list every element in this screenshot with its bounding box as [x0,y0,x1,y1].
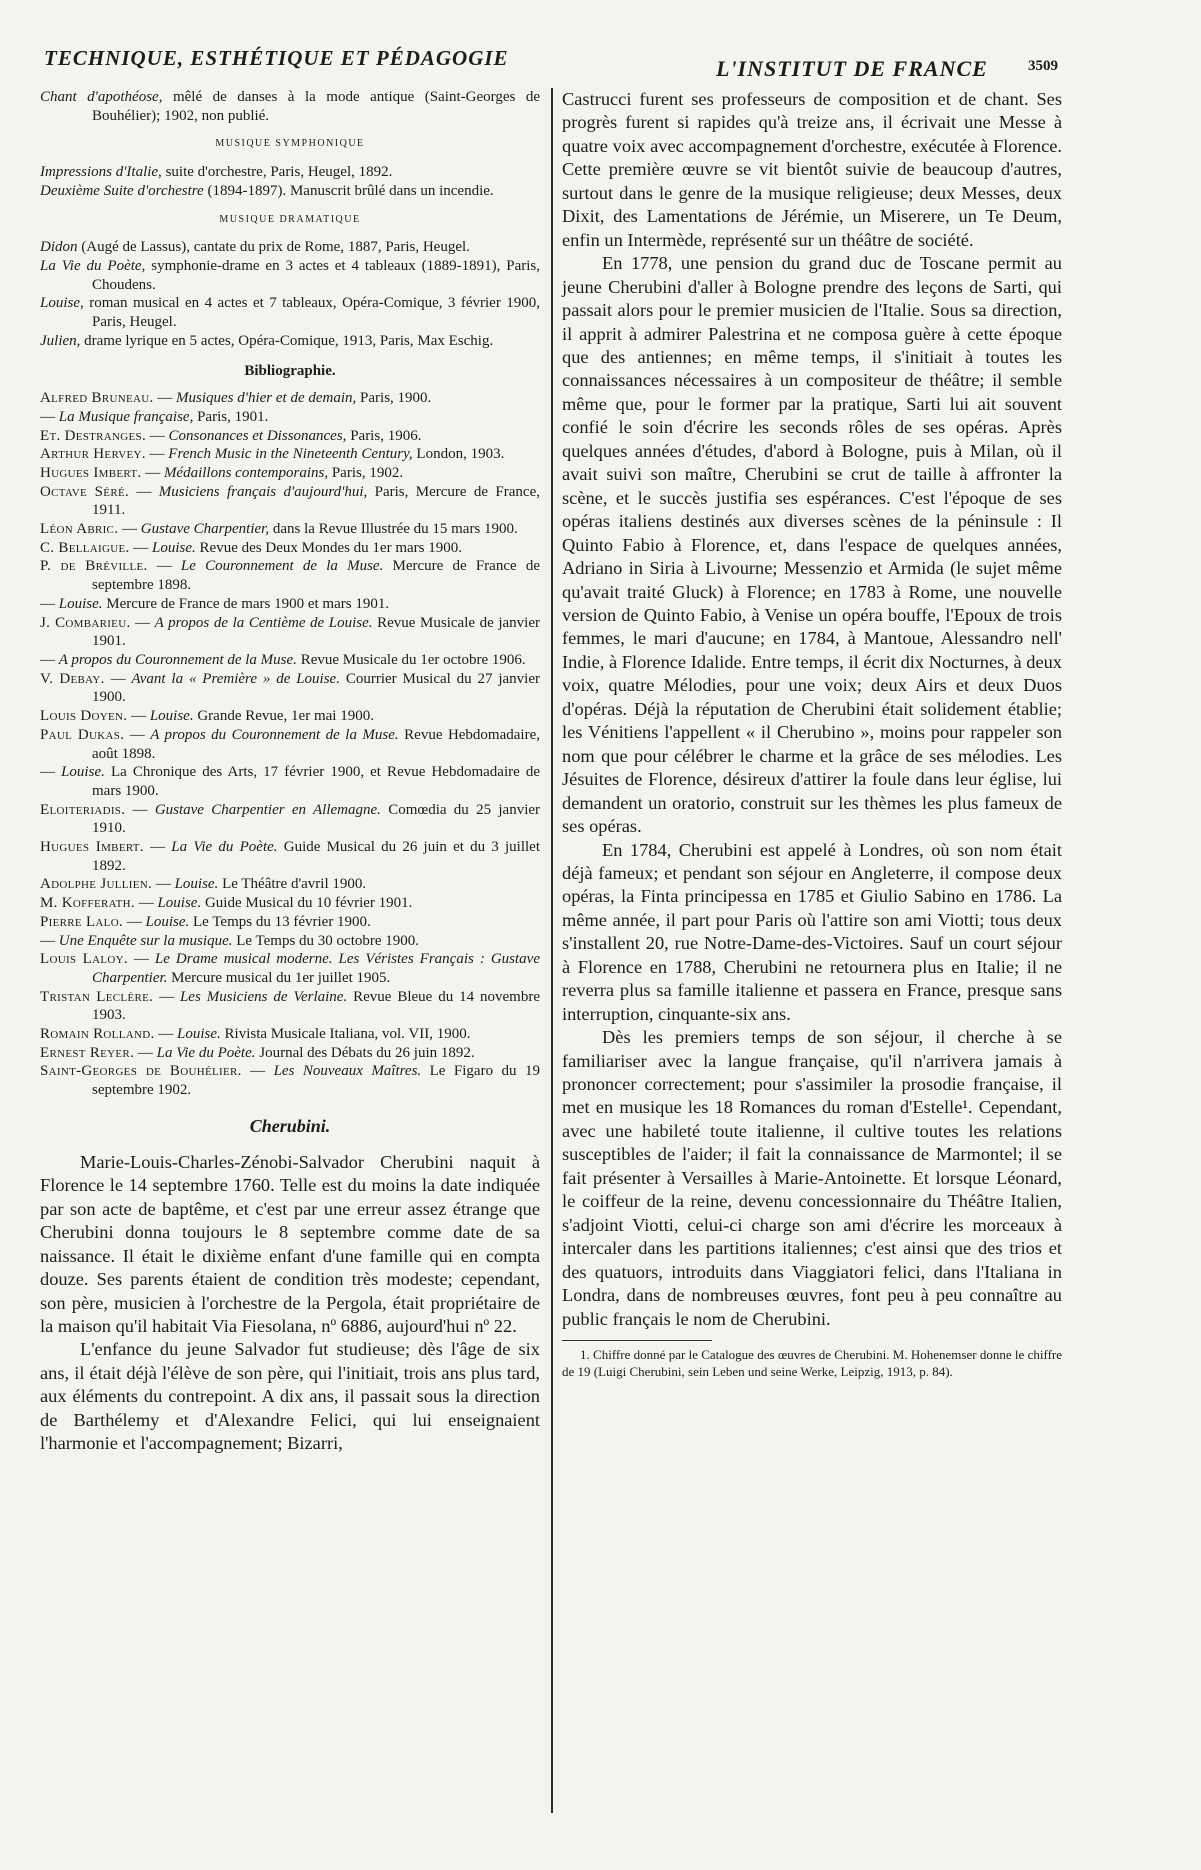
body-paragraph: Castrucci furent ses professeurs de composition et de chant. Ses progrès furent si rapides qu'à treize ans, il écrivait une Messe à quatre voix avec accompagnement d'orchestre, exécutée à Florence. Cette première œuvre se vit bientôt suivie de beaucoup d'autres, surtout dans le genre de la musique religieuse; deux Messes, deux Dixit, des Lamentations de Jérémie, un Miserere, un Te Deum, enfin un Intermède, représenté sur un théâtre de société. [562,89,1062,250]
work-entry: La Vie du Poète, symphonie-drame en 3 actes et 4 tableaux (1889-1891), Paris, Choudens. [40,257,540,293]
bibliography-entry: Léon Abric. — Gustave Charpentier, dans la Revue Illustrée du 15 mars 1900. [40,521,518,538]
running-header [44,46,1064,81]
bibliography-entry: Hugues Imbert. — Médaillons contemporains, Paris, 1902. [40,464,404,481]
work-entry: Impressions d'Italie, suite d'orchestre, Paris, Heugel, 1892. [40,164,393,181]
bibliography-entry: M. Kofferath. — Louise. Guide Musical du 10 février 1901. [40,895,413,912]
works-list [40,88,540,1100]
bibliography-entry: — La Musique française, Paris, 1901. [40,408,269,425]
bibliography-entry: V. Debay. — Avant la « Première » de Louise. Courrier Musical du 27 janvier 1900. [40,670,541,706]
bibliography-entry: Alfred Bruneau. — Musiques d'hier et de demain, Paris, 1900. [40,390,432,407]
bibliography-entry: Paul Dukas. — A propos du Couronnement de la Muse. Revue Hebdomadaire, août 1898. [40,726,540,762]
body-paragraph: Dès les premiers temps de son séjour, il cherche à se familiariser avec la langue française, qu'il n'arrivera jamais à prononcer correctement; pour s'assimiler la prosodie française, il met en musique les 18 Romances du roman d'Estelle¹. Cependant, avec une habileté toute italienne, il cultive toutes les relations susceptibles de l'aider; il fait la connaissance de Marmontel; il se fait présenter à Versailles à Marie-Antoinette. Et lorsque Léonard, le coiffeur de la reine, devenu concessionnaire du Théâtre Italien, s'adjoint Viotti, celui-ci charge son ami d'écrire les morceaux à intercaler dans les partitions italiennes; c'est ainsi que des trios et des quatuors, introduits dans Viaggiatori felici, dans l'Italiana in Londra, dans de nombreuses œuvres, font peu à peu connaître au public français le nom de Cherubini. [562,1027,1062,1329]
column-divider [551,88,553,1813]
bibliography-entry: — A propos du Couronnement de la Muse. Revue Musicale du 1er octobre 1906. [40,651,526,668]
bibliography-entry: Louis Doyen. — Louise. Grande Revue, 1er mai 1900. [40,708,374,725]
work-entry: Deuxième Suite d'orchestre (1894-1897). Manuscrit brûlé dans un incendie. [40,182,494,199]
bibliography-entry: — Une Enquête sur la musique. Le Temps du 30 octobre 1900. [40,932,420,949]
chapter-title: Cherubini. [249,1115,331,1136]
bibliography-entry: Et. Destranges. — Consonances et Dissonances, Paris, 1906. [40,427,422,444]
work-entry: Julien, drame lyrique en 5 actes, Opéra-Comique, 1913, Paris, Max Eschig. [40,332,494,349]
bibliography-entry: Pierre Lalo. — Louise. Le Temps du 13 février 1900. [40,913,371,930]
bibliography-entry: Louis Laloy. — Le Drame musical moderne. Les Véristes Français : Gustave Charpentier. Mercure musical du 1er juillet 1905. [40,951,540,986]
bibliography-entry: Saint-Georges de Bouhélier. — Les Nouveaux Maîtres. Le Figaro du 19 septembre 1902. [40,1063,540,1099]
bibliography-entry: Eloiteriadis. — Gustave Charpentier en Allemagne. Comœdia du 25 janvier 1910. [40,801,541,837]
bibliography-entry: — Louise. La Chronique des Arts, 17 février 1900, et Revue Hebdomadaire de mars 1900. [40,764,541,799]
header-left-title: TECHNIQUE, ESTHÉTIQUE ET PÉDAGOGIE [44,46,509,70]
body-paragraph: Marie-Louis-Charles-Zénobi-Salvador Cherubini naquit à Florence le 14 septembre 1760. Telle est du moins la date indiquée par son acte de baptême, et c'est par une erreur assez étrange que Cherubini donna toujours le 8 septembre comme date de sa naissance. Il était le dixième enfant d'une famille qui en compta douze. Ses parents étaient de condition très modeste; cependant, son père, musicien à l'orchestre de la Pergola, était propriétaire de la maison qu'il habitait Via Fiesolana, nº 6886, aujourd'hui nº 22. [40,1151,540,1337]
footnote-rule [562,1340,712,1341]
body-paragraph: En 1784, Cherubini est appelé à Londres, où son nom était déjà fameux; et pendant son séjour en Angleterre, il compose deux opéras, la Finta principessa en 1785 et Giulio Sabino en 1786. La même année, il part pour Paris où l'attire son ami Viotti; tous deux s'installent 20, rue Notre-Dame-des-Victoires. Sauf un court séjour à Florence en 1788, Cherubini ne retournera plus en Italie; il ne reverra plus sa famille italienne et passera en France, presque sans interruption, cinquante-six ans. [562,839,1062,1024]
bibliography-entry: Adolphe Jullien. — Louise. Le Théâtre d'avril 1900. [40,876,367,893]
header-right-title: L'INSTITUT DE FRANCE [716,56,988,81]
bibliography-entry: J. Combarieu. — A propos de la Centième de Louise. Revue Musicale de janvier 1901. [40,614,540,650]
bibliography-entry: Romain Rolland. — Louise. Rivista Musicale Italiana, vol. VII, 1900. [40,1026,471,1043]
bibliography-entry: P. de Bréville. — Le Couronnement de la Muse. Mercure de France de septembre 1898. [40,558,540,594]
section-heading-dramatique: MUSIQUE DRAMATIQUE [219,213,361,225]
bibliography-entry: C. Bellaigue. — Louise. Revue des Deux Mondes du 1er mars 1900. [40,539,462,556]
bibliography-list [40,389,540,1100]
work-entry: Louise, roman musical en 4 actes et 7 tableaux, Opéra-Comique, 3 février 1900, Paris, Heugel. [40,295,540,331]
body-paragraph: En 1778, une pension du grand duc de Toscane permit au jeune Cherubini d'aller à Bologne prendre des leçons de Sarti, qui passait alors pour le premier musicien de l'Italie. Sous sa direction, il apprit à admirer Palestrina et ne composa guère à cette époque que des antiennes; en même temps, il s'initiait à toutes les connaissances nécessaires à un compositeur de théâtre; il semble même que, pour le former par la pratique, Sarti lui ait souvent confié le soin d'écrire les seconds rôles de ses opéras. Après quelques années d'études, d'abord à Bologne, puis à Milan, où il avait suivi son maître, Cherubini se crut de taille à affronter la scène, et le succès justifia ses espérances. C'est l'époque de ses opéras italiens destinés aux diverses scènes de la péninsule : Il Quinto Fabio à Florence, et, dans l'espace de quelques années, Adriano in Siria à Livourne; Messenzio et Armida (le sujet même qu'avait traité Gluck) à Florence; en 1783 à Rome, une nouvelle version de Quinto Fabio, à Venise un opéra bouffe, l'Epoux de trois femmes, le mari d'aucune; en 1784, à Mantoue, Alessandro nell' Indie, à Florence Idalide. Entre temps, il écrit dix Nocturnes, à deux voix, quatre Mélodies, pour une voix; deux Airs et deux Duos d'opéras. Déjà la réputation de Cherubini était solidement établie; les Vénitiens l'appellent « il Cherubino », moins pour rappeler son nom que pour célébrer le charme et la grâce de ses mélodies. Les Jésuites de Florence, désireux d'attirer la foule dans leur église, lui demandent un oratorio, construit sur les thèmes les plus fameux de ses opéras. [562,253,1062,837]
body-paragraph: L'enfance du jeune Salvador fut studieuse; dès l'âge de six ans, il était déjà l'élève de son père, qui l'initiait, trois ans plus tard, aux éléments du contrepoint. A dix ans, il passait sous la direction de Barthélemy et d'Alexandre Felici, qui lui enseignaient l'harmonie et l'accompagnement; Bizarri, [40,1339,540,1454]
work-entry: Chant d'apothéose, mêlé de danses à la mode antique (Saint-Georges de Bouhélier); 1902, non publié. [40,89,541,124]
bibliography-entry: Tristan Leclère. — Les Musiciens de Verlaine. Revue Bleue du 14 novembre 1903. [40,988,540,1024]
left-column [40,88,540,1456]
page-number: 3509 [1028,58,1058,74]
bibliography-entry: Hugues Imbert. — La Vie du Poète. Guide Musical du 26 juin et du 3 juillet 1892. [40,839,540,874]
work-entry: Didon (Augé de Lassus), cantate du prix de Rome, 1887, Paris, Heugel. [40,239,470,256]
bibliography-entry: Ernest Reyer. — La Vie du Poète. Journal des Débats du 26 juin 1892. [40,1044,475,1061]
bibliography-heading: Bibliographie. [244,363,336,380]
bibliography-entry: Octave Séré. — Musiciens français d'aujourd'hui, Paris, Mercure de France, 1911. [40,483,540,519]
right-column [562,88,1062,1380]
bibliography-entry: — Louise. Mercure de France de mars 1900 et mars 1901. [40,595,390,612]
section-heading-symphonique: MUSIQUE SYMPHONIQUE [215,138,365,150]
footnote: 1. Chiffre donné par le Catalogue des œuvres de Cherubini. M. Hohenemser donne le chiffre de 19 (Luigi Cherubini, sein Leben und seine Werke, Leipzig, 1913, p. 84). [562,1347,1062,1379]
bibliography-entry: Arthur Hervey. — French Music in the Nineteenth Century, London, 1903. [40,446,505,463]
